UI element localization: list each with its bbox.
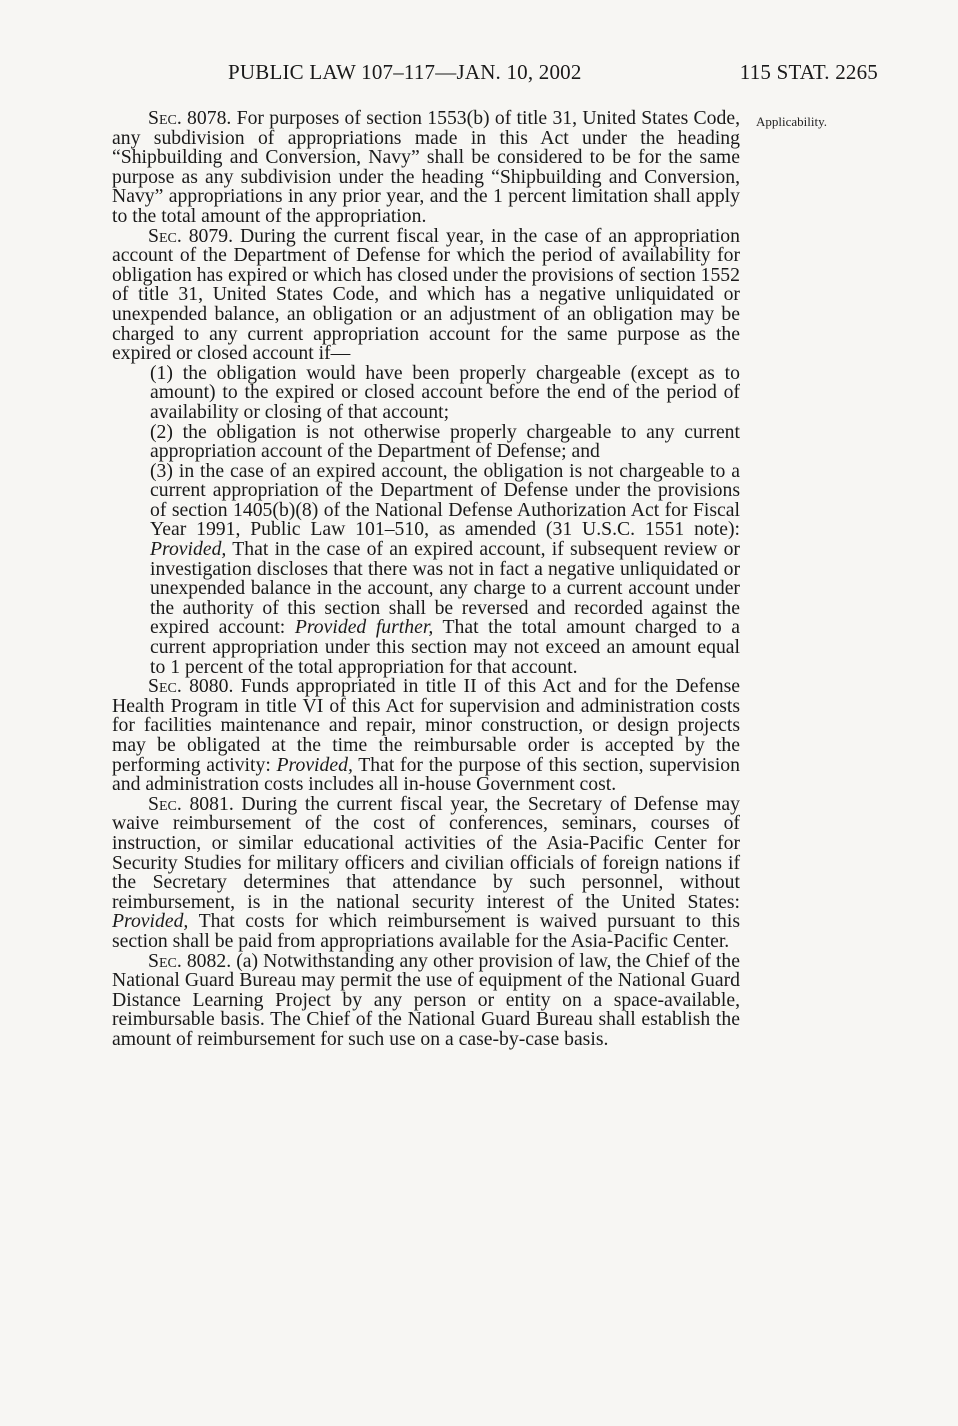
running-head-title: PUBLIC LAW 107–117—JAN. 10, 2002 bbox=[228, 60, 582, 84]
section-label: Sec. 8081. bbox=[148, 792, 234, 815]
section-label: Sec. 8078. bbox=[148, 107, 232, 129]
paragraph-text: (3) in the case of an expired account, the obligation is not chargeable to a current appropriation of the Department of Defense under the provisions of section 1405(b)(8) of the National Defense Authorization Act for Fiscal Year 1991, Public Law 101–510, as amended (31 U.S.C. 1551 note): bbox=[150, 459, 740, 541]
proviso-italic: Provided, bbox=[150, 538, 227, 561]
paragraph-text: That the total amount charged to a current appropriation under this section may not exceed an amount equal to 1 percent of the total appropriation for that account. bbox=[150, 616, 740, 678]
proviso-italic: Provided further, bbox=[294, 616, 434, 639]
paragraph-1 bbox=[150, 361, 740, 423]
section-8081 bbox=[112, 792, 740, 952]
paragraph-text: (1) the obligation would have been properly chargeable (except as to amount) to the expired or closed account before the end of the period of availability or closing of that account; bbox=[150, 361, 740, 423]
section-8080 bbox=[112, 677, 740, 795]
section-label: Sec. 8080. bbox=[148, 675, 234, 698]
section-text: (a) Notwithstanding any other provision of law, the Chief of the National Guard Bureau may permit the use of equipment of the National Guard Distance Learning Project by any person or entity on a space-available, reimbursable basis. The Chief of the National Guard Bureau shall establish the amount of reimbursement for such use on a case-by-case basis. bbox=[112, 949, 741, 1050]
margin-note-applicability: Applicability. bbox=[756, 114, 828, 129]
section-text: Funds appropriated in title II of this Act and for the Defense Health Program in title VI of this Act for supervision and administration costs for facilities maintenance and repair, minor construction, or design projects may be obligated at the time the reimbursable order is accepted by the performing activity: bbox=[112, 675, 740, 776]
section-text: For purposes of section 1553(b) of title 31, United States Code, any subdivision of appropriations made in this Act under the heading “Shipbuilding and Conversion, Navy” shall be considered to be for the same purpose as any subdivision under the heading “Shipbuilding and Conversion, Navy” appropriations in any prior year, and the 1 percent limitation shall apply to the total amount of the appropriation. bbox=[112, 107, 740, 227]
document-body bbox=[112, 109, 740, 1050]
page-header bbox=[0, 60, 958, 90]
section-text: That for the purpose of this section, supervision and administration costs includes all in-house Government cost. bbox=[112, 753, 740, 796]
section-8082 bbox=[112, 949, 741, 1050]
section-text: That costs for which reimbursement is waived pursuant to this section shall be paid from appropriations available for the Asia-Pacific Center. bbox=[112, 910, 740, 952]
stat-page-number: 115 STAT. 2265 bbox=[739, 60, 878, 84]
paragraph-text: (2) the obligation is not otherwise properly chargeable to any current appropriation account of the Department of Defense; and bbox=[150, 420, 740, 463]
paragraph-text: That in the case of an expired account, if subsequent review or investigation discloses that there was not in fact a negative unliquidated or unexpended balance in the account, any charge to a current account under the authority of this section shall be reversed and recorded against the expired account: bbox=[150, 538, 740, 639]
section-label: Sec. 8079. bbox=[148, 224, 234, 247]
paragraph-3 bbox=[150, 459, 740, 678]
section-8079 bbox=[112, 224, 740, 365]
section-text: During the current fiscal year, the Secretary of Defense may waive reimbursement of the cost of conferences, seminars, courses of instruction, or similar educational activities of the Asia-Pacific Center for Security Studies for military officers and civilian officials of foreign nations if the Secretary determines that attendance by such personnel, without reimbursement, is in the national security interest of the United States: bbox=[112, 792, 740, 913]
proviso-italic: Provided, bbox=[112, 910, 189, 933]
section-label: Sec. 8082. bbox=[148, 949, 232, 972]
paragraph-2 bbox=[150, 420, 740, 463]
section-8078 bbox=[112, 109, 740, 227]
proviso-italic: Provided, bbox=[276, 753, 353, 776]
section-text: During the current fiscal year, in the case of an appropriation account of the Department of Defense for which the period of availability for obligation has expired or which has closed under the provisions of section 1552 of title 31, United States Code, and which has a negative unliquidated or unexpended balance, an obligation or an adjustment of an obligation may be charged to any current appropriation account for the same purpose as the expired or closed account if— bbox=[112, 224, 740, 365]
